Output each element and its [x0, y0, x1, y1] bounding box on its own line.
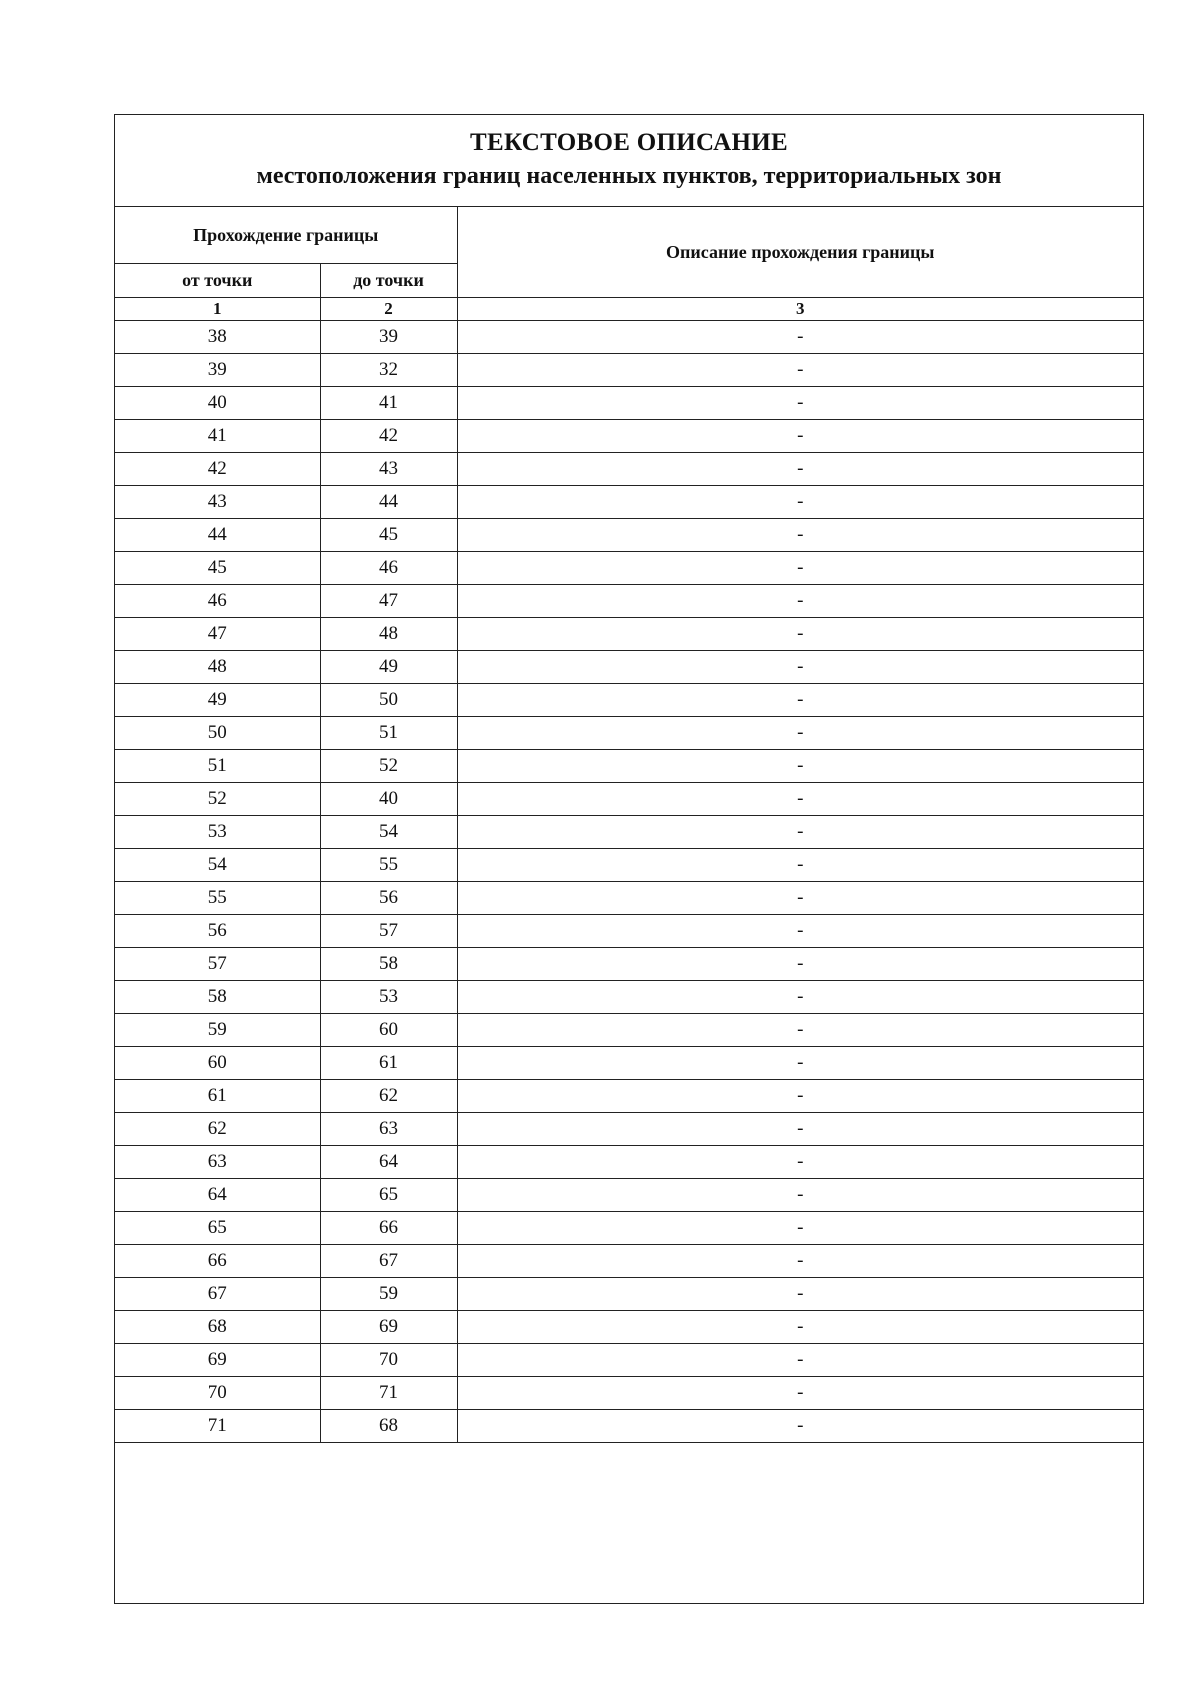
from-point-cell: 57: [115, 948, 320, 981]
description-cell: -: [457, 1377, 1143, 1410]
description-cell: -: [457, 1014, 1143, 1047]
from-point-cell: 42: [115, 453, 320, 486]
table-row: [115, 1278, 1143, 1311]
table-row: [115, 1047, 1143, 1080]
column-number-3: 3: [457, 298, 1143, 321]
description-cell: -: [457, 1146, 1143, 1179]
table-row: [115, 1014, 1143, 1047]
to-point-cell: 69: [320, 1311, 457, 1344]
to-point-cell: 67: [320, 1245, 457, 1278]
description-cell: -: [457, 552, 1143, 585]
description-cell: -: [457, 948, 1143, 981]
to-point-cell: 50: [320, 684, 457, 717]
description-cell: -: [457, 1410, 1143, 1443]
table-row: [115, 882, 1143, 915]
description-cell: -: [457, 321, 1143, 354]
description-cell: -: [457, 1080, 1143, 1113]
description-cell: -: [457, 915, 1143, 948]
to-point-cell: 54: [320, 816, 457, 849]
from-point-cell: 70: [115, 1377, 320, 1410]
to-point-cell: 43: [320, 453, 457, 486]
from-point-cell: 38: [115, 321, 320, 354]
to-point-cell: 45: [320, 519, 457, 552]
description-cell: -: [457, 849, 1143, 882]
table-row: [115, 981, 1143, 1014]
to-point-cell: 32: [320, 354, 457, 387]
table-row: [115, 1377, 1143, 1410]
from-point-cell: 67: [115, 1278, 320, 1311]
to-point-cell: 63: [320, 1113, 457, 1146]
from-point-cell: 56: [115, 915, 320, 948]
to-point-cell: 39: [320, 321, 457, 354]
table-row: [115, 651, 1143, 684]
header-description: Описание прохождения границы: [457, 207, 1143, 298]
from-point-cell: 66: [115, 1245, 320, 1278]
table-row: [115, 420, 1143, 453]
description-cell: -: [457, 519, 1143, 552]
from-point-cell: 62: [115, 1113, 320, 1146]
table-row: [115, 321, 1143, 354]
to-point-cell: 44: [320, 486, 457, 519]
from-point-cell: 58: [115, 981, 320, 1014]
table-row: [115, 717, 1143, 750]
column-number-1: 1: [115, 298, 320, 321]
from-point-cell: 52: [115, 783, 320, 816]
table-body: [115, 321, 1143, 1443]
table-row: [115, 486, 1143, 519]
description-cell: -: [457, 420, 1143, 453]
to-point-cell: 41: [320, 387, 457, 420]
table-row: [115, 1410, 1143, 1443]
boundary-table: [115, 207, 1143, 1443]
from-point-cell: 59: [115, 1014, 320, 1047]
from-point-cell: 53: [115, 816, 320, 849]
description-cell: -: [457, 1179, 1143, 1212]
table-row: [115, 1245, 1143, 1278]
description-cell: -: [457, 387, 1143, 420]
table-row: [115, 915, 1143, 948]
from-point-cell: 49: [115, 684, 320, 717]
table-row: [115, 618, 1143, 651]
from-point-cell: 43: [115, 486, 320, 519]
description-cell: -: [457, 585, 1143, 618]
to-point-cell: 53: [320, 981, 457, 1014]
header-boundary-passage: Прохождение границы: [115, 207, 457, 264]
description-cell: -: [457, 486, 1143, 519]
from-point-cell: 63: [115, 1146, 320, 1179]
table-row: [115, 1212, 1143, 1245]
from-point-cell: 41: [115, 420, 320, 453]
table-row: [115, 816, 1143, 849]
table-row: [115, 750, 1143, 783]
to-point-cell: 47: [320, 585, 457, 618]
from-point-cell: 46: [115, 585, 320, 618]
document-title: ТЕКСТОВОЕ ОПИСАНИЕ: [470, 129, 788, 156]
table-row: [115, 1311, 1143, 1344]
document-subtitle: местоположения границ населенных пунктов, территориальных зон: [256, 163, 1002, 189]
description-cell: -: [457, 1113, 1143, 1146]
from-point-cell: 61: [115, 1080, 320, 1113]
description-cell: -: [457, 1245, 1143, 1278]
table-row: [115, 519, 1143, 552]
description-cell: -: [457, 618, 1143, 651]
description-cell: -: [457, 882, 1143, 915]
table-row: [115, 453, 1143, 486]
from-point-cell: 55: [115, 882, 320, 915]
title-block: [115, 115, 1143, 207]
from-point-cell: 50: [115, 717, 320, 750]
to-point-cell: 59: [320, 1278, 457, 1311]
from-point-cell: 68: [115, 1311, 320, 1344]
from-point-cell: 44: [115, 519, 320, 552]
from-point-cell: 39: [115, 354, 320, 387]
to-point-cell: 62: [320, 1080, 457, 1113]
description-cell: -: [457, 816, 1143, 849]
from-point-cell: 65: [115, 1212, 320, 1245]
document-frame: [114, 114, 1144, 1604]
to-point-cell: 46: [320, 552, 457, 585]
to-point-cell: 52: [320, 750, 457, 783]
table-row: [115, 1344, 1143, 1377]
description-cell: -: [457, 1344, 1143, 1377]
table-row: [115, 1113, 1143, 1146]
table-row: [115, 387, 1143, 420]
header-to-point: до точки: [320, 264, 457, 298]
from-point-cell: 47: [115, 618, 320, 651]
to-point-cell: 60: [320, 1014, 457, 1047]
description-cell: -: [457, 684, 1143, 717]
to-point-cell: 70: [320, 1344, 457, 1377]
description-cell: -: [457, 1212, 1143, 1245]
description-cell: -: [457, 651, 1143, 684]
from-point-cell: 54: [115, 849, 320, 882]
from-point-cell: 64: [115, 1179, 320, 1212]
to-point-cell: 57: [320, 915, 457, 948]
table-row: [115, 783, 1143, 816]
table-row: [115, 948, 1143, 981]
column-number-2: 2: [320, 298, 457, 321]
description-cell: -: [457, 1311, 1143, 1344]
description-cell: -: [457, 717, 1143, 750]
table-row: [115, 354, 1143, 387]
table-row: [115, 585, 1143, 618]
to-point-cell: 71: [320, 1377, 457, 1410]
from-point-cell: 40: [115, 387, 320, 420]
from-point-cell: 71: [115, 1410, 320, 1443]
table-row: [115, 684, 1143, 717]
table-row: [115, 849, 1143, 882]
to-point-cell: 55: [320, 849, 457, 882]
description-cell: -: [457, 453, 1143, 486]
from-point-cell: 51: [115, 750, 320, 783]
table-row: [115, 1179, 1143, 1212]
to-point-cell: 68: [320, 1410, 457, 1443]
to-point-cell: 65: [320, 1179, 457, 1212]
from-point-cell: 69: [115, 1344, 320, 1377]
to-point-cell: 49: [320, 651, 457, 684]
description-cell: -: [457, 1278, 1143, 1311]
description-cell: -: [457, 1047, 1143, 1080]
to-point-cell: 51: [320, 717, 457, 750]
to-point-cell: 56: [320, 882, 457, 915]
to-point-cell: 64: [320, 1146, 457, 1179]
to-point-cell: 66: [320, 1212, 457, 1245]
from-point-cell: 48: [115, 651, 320, 684]
description-cell: -: [457, 354, 1143, 387]
table-row: [115, 1080, 1143, 1113]
from-point-cell: 45: [115, 552, 320, 585]
to-point-cell: 58: [320, 948, 457, 981]
description-cell: -: [457, 981, 1143, 1014]
table-row: [115, 552, 1143, 585]
to-point-cell: 40: [320, 783, 457, 816]
table-row: [115, 1146, 1143, 1179]
description-cell: -: [457, 750, 1143, 783]
to-point-cell: 42: [320, 420, 457, 453]
to-point-cell: 61: [320, 1047, 457, 1080]
from-point-cell: 60: [115, 1047, 320, 1080]
header-from-point: от точки: [115, 264, 320, 298]
to-point-cell: 48: [320, 618, 457, 651]
description-cell: -: [457, 783, 1143, 816]
